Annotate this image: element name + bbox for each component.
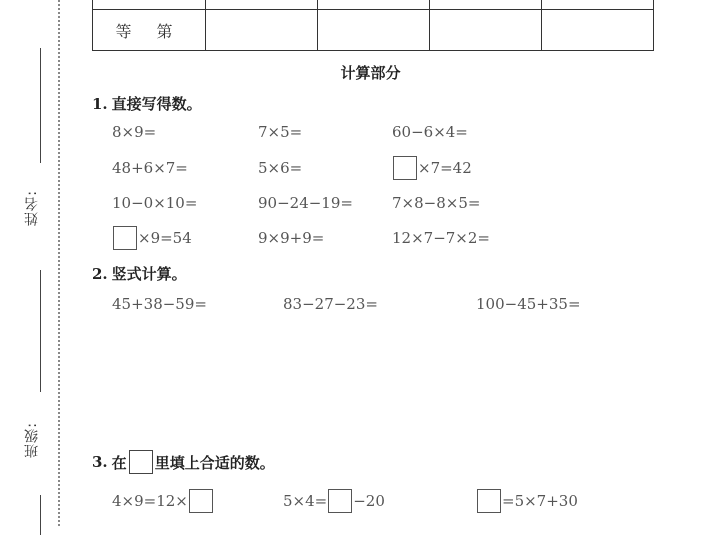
expr-text: 83−27−23= [283, 295, 378, 313]
expr-text: 8×9= [112, 123, 157, 141]
rank-cell[interactable] [542, 10, 654, 51]
expr-text: 12×7−7×2= [392, 229, 490, 247]
margin-rule-bottom [40, 495, 41, 535]
q2-item [476, 292, 581, 316]
q2-item [283, 292, 378, 316]
q1-item [392, 155, 472, 181]
expr-text: ×9=54 [138, 229, 192, 247]
class-label: 班级: [24, 422, 40, 458]
expr-text: 90−24−19= [258, 194, 353, 212]
answer-box[interactable] [393, 156, 417, 180]
q2-item [112, 292, 207, 316]
expr-text: 7×5= [258, 123, 303, 141]
q3-item [112, 488, 214, 514]
q3-item [476, 488, 578, 514]
margin-rule-middle [40, 270, 41, 392]
rank-cell[interactable] [318, 10, 430, 51]
q1-item [258, 225, 324, 251]
name-label: 姓名: [24, 190, 40, 226]
answer-box[interactable] [328, 489, 352, 513]
expr-text: 4×9=12× [112, 492, 188, 510]
score-table [92, 0, 654, 51]
expr-text: ×7=42 [418, 159, 472, 177]
q3-title-after: 里填上合适的数。 [154, 453, 275, 472]
expr-text: −20 [353, 492, 385, 510]
rank-cell[interactable] [430, 10, 542, 51]
section-title: 计算部分 [340, 64, 401, 82]
expr-text: 48+6×7= [112, 159, 188, 177]
answer-box[interactable] [113, 226, 137, 250]
q2-title: 竖式计算。 [111, 265, 187, 283]
q1-item [258, 191, 353, 215]
answer-box[interactable] [477, 489, 501, 513]
expr-text: 45+38−59= [112, 295, 207, 313]
q1-item [112, 225, 192, 251]
expr-text: 60−6×4= [392, 123, 468, 141]
expr-text: 5×6= [258, 159, 303, 177]
score-table-top-row [93, 0, 654, 10]
rank-cell[interactable] [206, 10, 318, 51]
q3-heading [92, 450, 275, 474]
q2-heading [92, 263, 187, 284]
answer-box[interactable] [189, 489, 213, 513]
q1-item [112, 191, 197, 215]
q1-item [392, 225, 490, 251]
example-box [129, 450, 153, 474]
q2-number: 2. [92, 264, 108, 283]
q1-item [112, 155, 188, 181]
expr-text: =5×7+30 [502, 492, 578, 510]
expr-text: 5×4= [283, 492, 328, 510]
expr-text: 100−45+35= [476, 295, 581, 313]
q1-item [112, 120, 156, 144]
q1-heading [92, 93, 202, 114]
rank-label: 等 第 [93, 10, 206, 51]
q1-number: 1. [92, 94, 108, 113]
q3-item [283, 488, 385, 514]
q1-item [392, 120, 468, 144]
expr-text: 10−0×10= [112, 194, 198, 212]
q1-title: 直接写得数。 [111, 95, 202, 113]
expr-text: 7×8−8×5= [392, 194, 481, 212]
q1-item [392, 191, 480, 215]
q1-item [258, 155, 302, 181]
q1-item [258, 120, 302, 144]
q3-title-before: 在 [111, 453, 127, 472]
score-table-rank-row [93, 10, 654, 51]
expr-text: 9×9+9= [258, 229, 325, 247]
q3-number: 3. [92, 453, 108, 471]
